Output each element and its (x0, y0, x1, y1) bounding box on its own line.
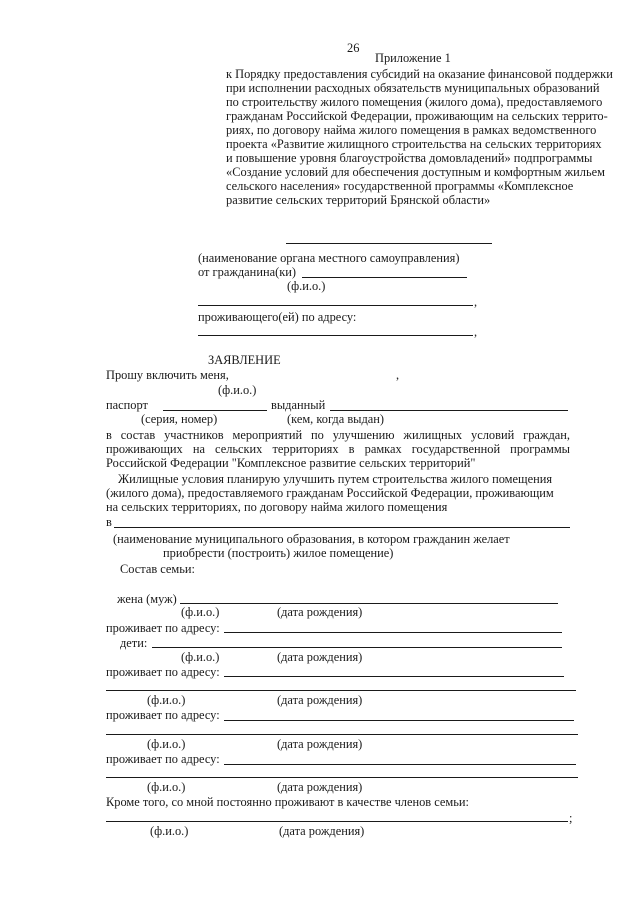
applicant-fio-caption: (ф.и.о.) (218, 383, 257, 397)
child-1-address-label: проживает по адресу: (106, 665, 220, 679)
paragraph-line: в состав участников мероприятий по улучшению жилищных условий граждан, (106, 428, 570, 442)
child-2-field[interactable] (106, 690, 576, 691)
paragraph-line: на сельских территориях, по договору найма жилого помещения (106, 500, 448, 514)
municipality-field[interactable] (114, 527, 570, 528)
citizen-address-field[interactable] (198, 335, 473, 336)
municipality-caption-1: (наименование муниципального образования, в котором гражданин желает (113, 532, 510, 546)
citizen-name-comma: , (474, 295, 478, 309)
citizen-name-field[interactable] (302, 277, 467, 278)
child-1-fio-caption: (ф.и.о.) (181, 650, 220, 664)
other-member-dob-caption: (дата рождения) (279, 824, 365, 838)
other-member-field[interactable] (106, 821, 568, 822)
municipality-caption-2: приобрести (построить) жилое помещение) (163, 546, 394, 560)
passport-series-caption: (серия, номер) (141, 412, 218, 426)
spouse-dob-caption: (дата рождения) (277, 605, 363, 619)
page-number: 26 (347, 41, 360, 55)
appendix-line: «Создание условий для обеспечения доступным и комфортным жильем (226, 165, 605, 179)
child-1-dob-caption: (дата рождения) (277, 650, 363, 664)
appendix-line: к Порядку предоставления субсидий на оказание финансовой поддержки (226, 67, 613, 81)
child-2-dob-caption: (дата рождения) (277, 693, 363, 707)
child-2-fio-caption: (ф.и.о.) (147, 693, 186, 707)
spouse-address-field[interactable] (224, 632, 562, 633)
child-1-field[interactable] (152, 647, 562, 648)
appendix-line: гражданам Российской Федерации, проживающим на сельских террито- (226, 109, 608, 123)
child-3-fio-caption: (ф.и.о.) (147, 737, 186, 751)
spouse-address-label: проживает по адресу: (106, 621, 220, 635)
child-3-dob-caption: (дата рождения) (277, 737, 363, 751)
child-1-address-field[interactable] (224, 676, 564, 677)
appendix-line: развитие сельских территорий Брянской области» (226, 193, 491, 207)
paragraph-line: (жилого дома), предоставляемого гражданам Российской Федерации, проживающим (106, 486, 554, 500)
passport-issued-caption: (кем, когда выдан) (287, 412, 385, 426)
paragraph-line: Российской Федерации "Комплексное развитие сельских территорий" (106, 456, 476, 470)
citizen-fio-caption: (ф.и.о.) (287, 279, 326, 293)
spouse-fio-caption: (ф.и.о.) (181, 605, 220, 619)
in-label: в (106, 515, 112, 529)
child-3-address-field[interactable] (224, 764, 576, 765)
other-member-fio-caption: (ф.и.о.) (150, 824, 189, 838)
request-comma: , (396, 368, 400, 382)
passport-number-field[interactable] (163, 410, 267, 411)
passport-label: паспорт (106, 398, 148, 412)
statement-title: ЗАЯВЛЕНИЕ (208, 353, 281, 367)
passport-issued-field[interactable] (330, 410, 568, 411)
other-members-label: Кроме того, со мной постоянно проживают в качестве членов семьи: (106, 795, 469, 809)
appendix-line: при исполнении расходных обязательств муниципальных образований (226, 81, 600, 95)
child-3-address-label: проживает по адресу: (106, 752, 220, 766)
child-4-dob-caption: (дата рождения) (277, 780, 363, 794)
citizen-address-comma: , (474, 325, 478, 339)
authority-caption: (наименование органа местного самоуправления) (198, 251, 460, 265)
other-member-semicolon: ; (569, 811, 573, 825)
appendix-line: риях, по договору найма жилого помещения в рамках ведомственного (226, 123, 597, 137)
child-4-fio-caption: (ф.и.о.) (147, 780, 186, 794)
issued-label: выданный (271, 398, 326, 412)
children-label: дети: (120, 636, 148, 650)
appendix-line: сельского населения» государственной программы «Комплексное (226, 179, 574, 193)
request-label: Прошу включить меня, (106, 368, 229, 382)
paragraph-line: проживающих на сельских территориях в рамках государственной программы (106, 442, 570, 456)
child-3-field[interactable] (106, 734, 578, 735)
spouse-label: жена (муж) (117, 592, 177, 606)
child-4-field[interactable] (106, 777, 578, 778)
citizen-name-field-cont[interactable] (198, 305, 473, 306)
child-2-address-label: проживает по адресу: (106, 708, 220, 722)
appendix-title: Приложение 1 (375, 51, 451, 65)
family-title: Состав семьи: (120, 562, 195, 576)
appendix-line: проекта «Развитие жилищного строительства на сельских территориях (226, 137, 602, 151)
paragraph-line: Жилищные условия планирую улучшить путем строительства жилого помещения (118, 472, 553, 486)
citizen-address-label: проживающего(ей) по адресу: (198, 310, 357, 324)
appendix-line: по строительству жилого помещения (жилого дома), предоставляемого (226, 95, 603, 109)
from-citizen-label: от гражданина(ки) (198, 265, 296, 279)
authority-name-field[interactable] (286, 243, 492, 244)
child-2-address-field[interactable] (224, 720, 574, 721)
spouse-field[interactable] (180, 603, 558, 604)
appendix-line: и повышение уровня благоустройства домовладений» подпрограммы (226, 151, 593, 165)
